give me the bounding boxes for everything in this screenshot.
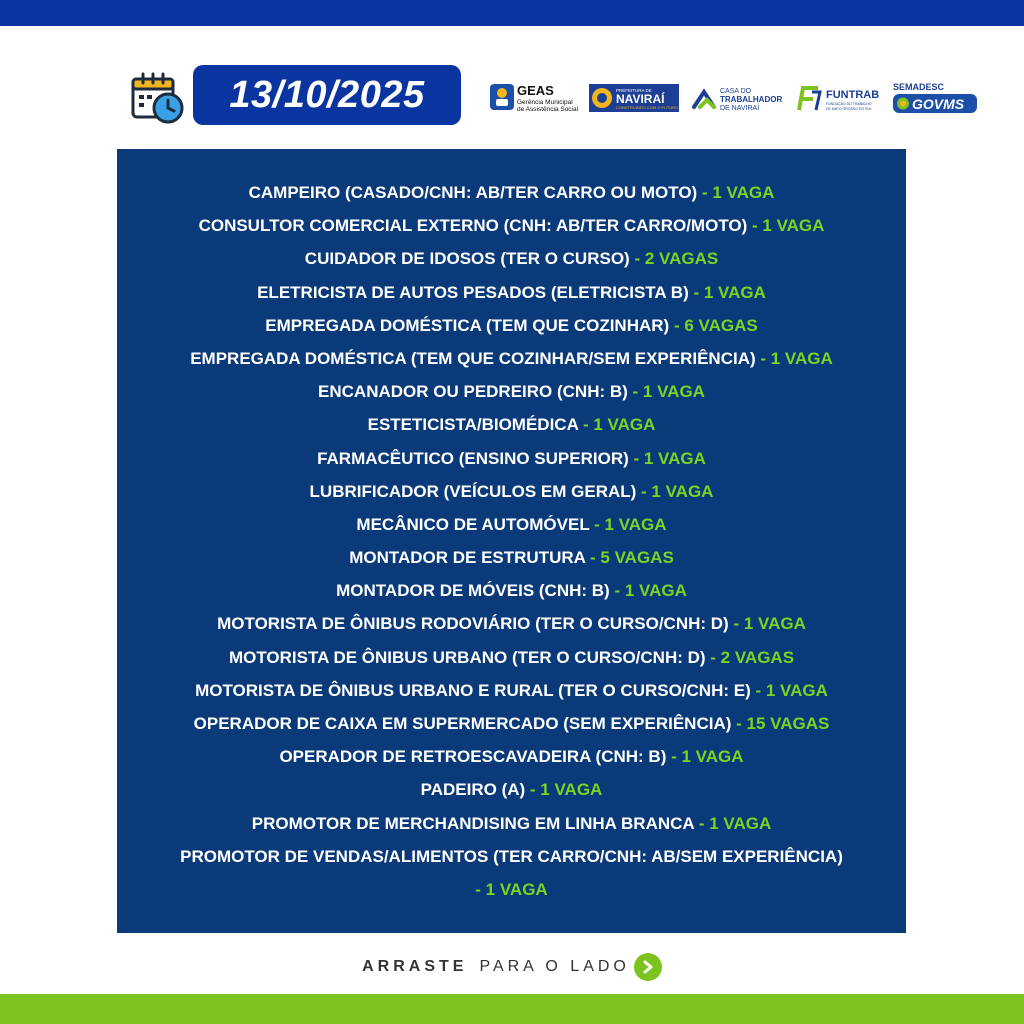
job-item [117,475,906,508]
svg-text:PREFEITURA DE: PREFEITURA DE [616,88,652,93]
job-vagas: - 6 VAGAS [673,315,758,335]
job-vagas: - 1 VAGA [671,747,744,767]
job-title: MONTADOR DE MÓVEIS (CNH: B) [336,581,610,601]
bottom-accent-bar [0,994,1024,1024]
date-text: 13/10/2025 [229,73,425,116]
job-item [117,740,906,773]
job-title: CONSULTOR COMERCIAL EXTERNO (CNH: AB/TER CARRO/MOTO) [198,216,748,236]
job-item [117,707,906,740]
job-title: EMPREGADA DOMÉSTICA (TEM QUE COZINHAR/SEM EXPERIÊNCIA) [190,348,756,368]
partner-logos [488,80,978,116]
job-item [117,641,906,674]
job-item [117,607,906,640]
job-title: OPERADOR DE CAIXA EM SUPERMERCADO (SEM EXPERIÊNCIA) [193,714,732,733]
job-title: MOTORISTA DE ÔNIBUS URBANO E RURAL (TER O CURSO/CNH: E) [195,680,751,700]
svg-text:GEAS: GEAS [517,83,554,98]
job-item [117,873,906,906]
job-item [117,375,906,408]
semadesc-govms-logo [893,80,978,116]
geas-logo [488,80,582,116]
svg-text:CASA DO: CASA DO [720,88,752,95]
job-title: PADEIRO (A) [420,780,526,800]
job-title: EMPREGADA DOMÉSTICA (TEM QUE COZINHAR) [265,315,670,335]
job-vagas: - 2 VAGAS [710,647,795,667]
funtrab-logo [796,80,886,116]
job-vagas: - 1 VAGA [582,415,656,435]
job-vagas: - 1 VAGA [693,282,766,302]
job-item [117,807,906,840]
job-title: MOTORISTA DE ÔNIBUS URBANO (TER O CURSO/CNH: D) [228,647,706,667]
job-title: PROMOTOR DE MERCHANDISING EM LINHA BRANCA [251,813,695,833]
job-item [117,176,906,209]
job-title: ENCANADOR OU PEDREIRO (CNH: B) [318,382,628,402]
job-list [117,149,906,906]
top-accent-bar [0,0,1024,26]
job-item [117,840,906,873]
job-vagas: - 5 VAGAS [590,548,674,568]
job-vagas: - 1 VAGA [752,216,825,236]
svg-text:NAVIRAÍ: NAVIRAÍ [616,92,665,106]
job-item [117,541,906,574]
job-vagas: - 1 VAGA [475,879,548,899]
swipe-hint-bold: ARRASTE [362,958,468,975]
job-vagas: - 2 VAGAS [634,249,719,269]
job-item [117,574,906,607]
job-vagas: - 1 VAGA [633,448,706,468]
job-vagas: - 1 VAGA [632,382,705,402]
job-title: FARMACÊUTICO (ENSINO SUPERIOR) [317,448,629,468]
job-vagas: - 1 VAGA [698,813,772,833]
date-badge [193,65,461,125]
job-title: OPERADOR DE RETROESCAVADEIRA (CNH: B) [279,747,667,767]
job-title: PROMOTOR DE VENDAS/ALIMENTOS (TER CARRO/CNH: AB/SEM EXPERIÊNCIA) [180,846,843,866]
job-item [117,773,906,806]
job-item [117,674,906,707]
job-vagas: - 1 VAGA [733,614,806,634]
job-vagas: - 1 VAGA [594,514,667,534]
job-item [117,342,906,375]
job-item [117,309,906,342]
swipe-hint[interactable] [0,952,1024,982]
job-item [117,242,906,275]
svg-text:Gerência Municipal: Gerência Municipal [517,99,573,106]
job-vagas: - 15 VAGAS [736,714,830,733]
job-item [117,442,906,475]
job-vagas: - 1 VAGA [701,183,775,202]
job-vagas: - 1 VAGA [760,348,833,368]
job-vagas: - 1 VAGA [755,680,828,700]
job-title: MECÂNICO DE AUTOMÓVEL [356,514,590,534]
casa-do-trabalhador-logo [691,80,789,116]
svg-text:FUNDAÇÃO DO TRABALHO: FUNDAÇÃO DO TRABALHO [826,102,872,106]
svg-text:CONSTRUINDO COM O FUTURO: CONSTRUINDO COM O FUTURO [616,105,679,110]
job-vagas: - 1 VAGA [529,780,603,800]
job-title: ELETRICISTA DE AUTOS PESADOS (ELETRICISTA B) [257,282,689,302]
svg-text:DE MATO GROSSO DO SUL: DE MATO GROSSO DO SUL [826,107,872,111]
job-title: CUIDADOR DE IDOSOS (TER O CURSO) [304,249,630,269]
svg-text:DE NAVIRAÍ: DE NAVIRAÍ [720,105,760,112]
job-title: MONTADOR DE ESTRUTURA [349,548,586,568]
svg-text:FUNTRAB: FUNTRAB [826,89,880,101]
job-item [117,276,906,309]
svg-text:GOVMS: GOVMS [912,96,965,112]
job-vagas: - 1 VAGA [614,581,687,601]
job-item [117,408,906,441]
job-item [117,209,906,242]
navirai-logo [589,80,679,116]
job-title: CAMPEIRO (CASADO/CNH: AB/TER CARRO OU MOTO) [248,183,698,202]
svg-text:SEMADESC: SEMADESC [893,82,945,92]
chevron-right-circle-icon[interactable] [634,953,662,981]
swipe-hint-rest: PARA O LADO [479,958,630,975]
job-item [117,508,906,541]
job-title: ESTETICISTA/BIOMÉDICA [367,415,579,435]
job-title: MOTORISTA DE ÔNIBUS RODOVIÁRIO (TER O CURSO/CNH: D) [217,614,729,634]
job-vagas: - 1 VAGA [641,481,714,501]
svg-text:TRABALHADOR: TRABALHADOR [720,95,783,104]
svg-text:de Assistência Social: de Assistência Social [517,106,579,113]
calendar-clock-icon [130,70,186,126]
job-listings-panel [117,149,906,933]
job-title: LUBRIFICADOR (VEÍCULOS EM GERAL) [309,481,637,501]
